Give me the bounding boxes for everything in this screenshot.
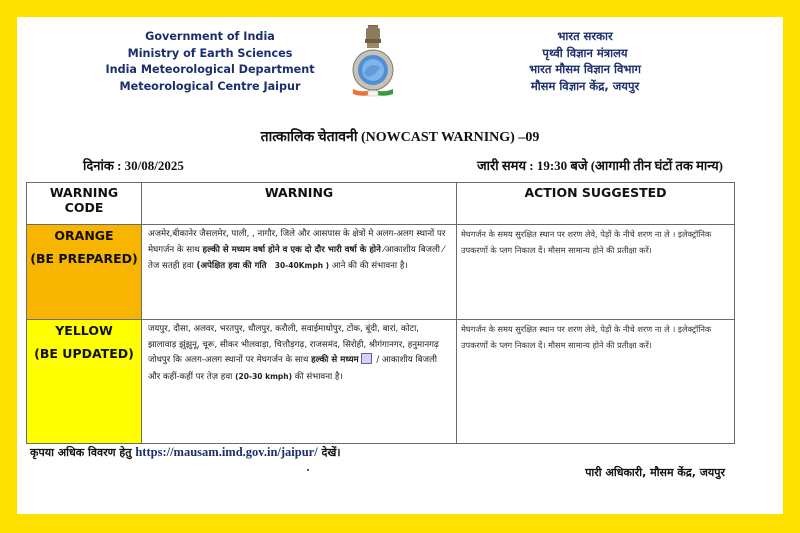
warning-table	[26, 182, 735, 444]
header-action-suggested: ACTION SUGGESTED	[457, 183, 735, 225]
warning-code-orange	[27, 225, 142, 320]
wind-speed: 30-40Kmph )	[274, 261, 330, 270]
warning-text-part: की संभावना है।	[292, 371, 343, 382]
imd-jaipur-link[interactable]: https://mausam.imd.gov.in/jaipur/	[135, 445, 318, 459]
bulletin-title: तात्कालिक चेतावनी (NOWCAST WARNING) –09	[260, 130, 540, 145]
header-hi-line-4: मौसम विज्ञान केंद्र, जयपुर	[530, 78, 640, 93]
stray-dot	[307, 469, 309, 471]
table-row	[27, 320, 735, 444]
signature: पारी अधिकारी, मौसम केंद्र, जयपुर	[585, 466, 725, 479]
warning-text-part: अजमेर,बीकानेर जैसलमेर, पाली, , नागौर, जिले और आसपास के क्षेत्रों मे अलग-अलग स्थानों पर मेघगर्जन के साथ	[148, 229, 446, 255]
header-english	[105, 29, 315, 95]
code-label: ORANGE	[54, 228, 114, 243]
issue-time: जारी समय : 19:30 बजे (आगामी तीन घंटों तक मान्य)	[476, 158, 723, 173]
footer-note-prefix: कृपया अधिक विवरण हेतु	[30, 446, 136, 459]
warning-code-yellow	[27, 320, 142, 444]
warning-text	[142, 225, 457, 320]
warning-text-bold: हल्की से मध्यम वर्षा होने व एक दो दौर भारी वर्षा के होने	[202, 244, 381, 255]
warning-text-bold: हल्की से मध्यम	[311, 355, 359, 365]
header-warning: WARNING	[142, 183, 457, 225]
header-en-line-2: Ministry of Earth Sciences	[127, 46, 293, 60]
code-label: YELLOW	[55, 323, 113, 338]
header-hi-line-1: भारत सरकार	[557, 29, 613, 43]
warning-text-part: आने की की संभावना है।	[329, 261, 408, 271]
embedded-image-icon	[361, 353, 372, 364]
imd-emblem-icon	[350, 23, 396, 101]
table-row	[27, 225, 735, 320]
header-en-line-4: Meteorological Centre Jaipur	[119, 79, 301, 93]
bulletin-date: दिनांक : 30/08/2025	[83, 158, 184, 173]
warning-text-bold: (अपेक्षित हवा की गति	[196, 261, 267, 271]
warning-text	[142, 320, 457, 444]
table-header-row	[27, 183, 735, 225]
header-en-line-3: India Meteorological Department	[105, 63, 315, 76]
header-hi-line-3: भारत मौसम विज्ञान विभाग	[529, 62, 641, 76]
warning-text-part: जयपुर, दौसा, अलवर, भरतपुर, धौलपुर, करौली, सवाईमाधोपुर, टोंक, बूंदी, बारां, कोटा, झालावाड़ झुंझुनू, चूरू, सीकर भीलवाड़ा, चित्तौड़गढ़, राजसमंद, सिरोही, श्रीगंगानगर, हनुमानगढ़ जोधपुर कि अलग-अलग स्थानों पर मेघगर्जन के साथ	[148, 324, 439, 365]
footer-note-suffix: देखें।	[317, 446, 341, 459]
warning-bulletin-page	[17, 17, 783, 514]
action-text: मेघगर्जन के समय सुरक्षित स्थान पर शरण लेवे, पेड़ों के नीचे शरण ना ले । इलेक्ट्रॉनिक उपकरणों के प्लग निकाल दें। मौसम सामान्य होने की प्रतीक्षा करें।	[457, 320, 735, 444]
code-sub: (BE PREPARED)	[30, 251, 138, 266]
warning-text-part: / आकाशीय बिजली और कहीं-कहीं पर तेज़ हवा	[148, 355, 438, 382]
header-en-line-1: Government of India	[145, 30, 275, 43]
header-hindi	[465, 28, 705, 94]
warning-text-part: ⁄आकाशीय बिजली ⁄ तेज सतही हवा	[148, 244, 445, 271]
code-sub: (BE UPDATED)	[34, 346, 134, 361]
action-text: मेघगर्जन के समय सुरक्षित स्थान पर शरण लेवे, पेड़ों के नीचे शरण ना ले । इलेक्ट्रॉनिक उपकरणों के प्लग निकाल दें। मौसम सामान्य होने की प्रतीक्षा करें।	[457, 225, 735, 320]
header-hi-line-2: पृथ्वी विज्ञान मंत्रालय	[542, 45, 628, 60]
header-warning-code: WARNING CODE	[27, 183, 142, 225]
footer-note	[30, 445, 341, 460]
wind-speed: (20-30 kmph)	[235, 371, 293, 381]
